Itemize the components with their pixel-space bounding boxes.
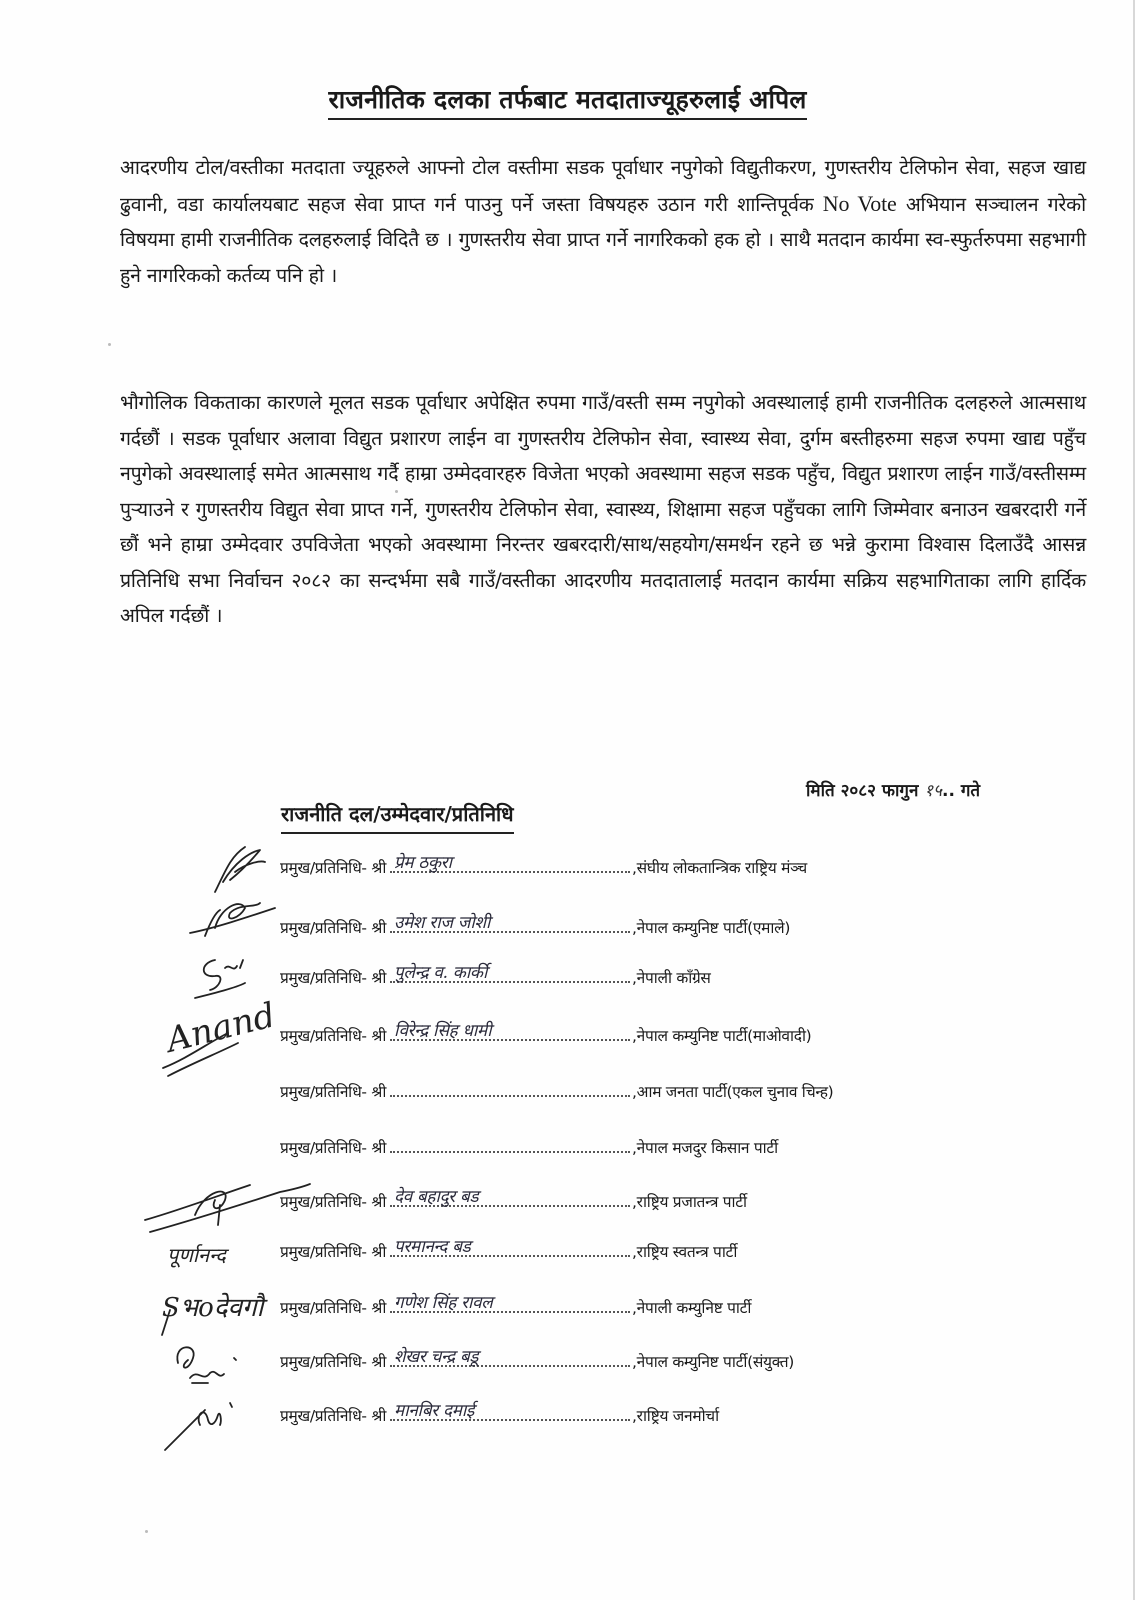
signatory-row [280,1293,752,1326]
signature-10 [168,1338,268,1388]
signature-11 [160,1395,260,1455]
signatory-party: ,राष्ट्रिय प्रजातन्त्र पार्टी [632,1193,747,1211]
signatory-prefix: प्रमुख/प्रतिनिधि- श्री [280,1243,387,1261]
signatory-row [280,1021,812,1054]
signatory-party: ,राष्ट्रिय जनमोर्चा [632,1407,719,1425]
no-vote-phrase: No Vote [822,190,897,216]
svg-text:Sभoदेवगौ: Sभoदेवगौ [162,1293,264,1323]
signatory-name-field [390,853,630,873]
signatory-row [280,1401,719,1434]
signatory-prefix: प्रमुख/प्रतिनिधि- श्री [280,1139,387,1157]
signatory-name-field [390,1237,630,1257]
scan-speck [145,1530,148,1533]
date-suffix: गते [960,781,981,801]
signatory-row [280,1347,795,1380]
signatory-prefix: प्रमुख/प्रतिनिधि- श्री [280,919,387,937]
scan-speck [395,490,398,493]
signatory-name-field [390,1293,630,1313]
signatory-prefix: प्रमुख/प्रतिनिधि- श्री [280,859,387,877]
signatory-party: ,नेपाली कम्युनिष्ट पार्टी [632,1299,752,1317]
signatory-party: ,संघीय लोकतान्त्रिक राष्ट्रिय मंञ्च [632,859,807,877]
signatory-party: ,नेपाल कम्युनिष्ट पार्टी(संयुक्त) [632,1353,795,1371]
signatory-prefix: प्रमुख/प्रतिनिधि- श्री [280,1083,387,1101]
signatory-name-handwritten: परमानन्द बड [394,1237,471,1257]
signatories-heading-text: राजनीति दल/उम्मेदवार/प्रतिनिधि [281,802,514,834]
paragraph-2: भौगोलिक विकताका कारणले मूलत सडक पूर्वाधार अपेक्षित रुपमा गाउँ/वस्ती सम्म नपुगेको अवस्थालाई हामी राजनीतिक दलहरुले आत्मसाथ गर्दछौं । सडक पूर्वाधार अलावा विद्युत प्रशारण लाईन वा गुणस्तरीय टेलिफोन सेवा, स्वास्थ्य सेवा, दुर्गम बस्तीहरुमा सहज रुपमा खाद्य पहुँच नपुगेको अवस्थालाई समेत आत्मसाथ गर्दै हाम्रा उम्मेदवारहरु विजेता भएको अवस्थामा सहज सडक पहुँच, विद्युत प्रशारण लाईन गाउँ/वस्तीसम्म पुऱ्याउने र गुणस्तरीय विद्युत सेवा प्राप्त गर्ने, गुणस्तरीय टेलिफोन सेवा, स्वास्थ्य, शिक्षामा सहज पहुँचका लागि जिम्मेवार बनाउन खबरदारी गर्ने छौं भने हाम्रा उम्मेदवार उपविजेता भएको अवस्थामा निरन्तर खबरदारी/साथ/सहयोग/समर्थन रहने छ भन्ने कुरामा विश्वास दिलाउँदै आसन्न प्रतिनिधि सभा निर्वाचन २०८२ का सन्दर्भमा सबै गाउँ/वस्तीका आदरणीय मतदातालाई मतदान कार्यमा सक्रिय सहभागिताका लागि हार्दिक अपिल गर्दछौं । [120,391,1086,627]
signatory-party: ,नेपाल कम्युनिष्ट पार्टी(माओवादी) [632,1027,812,1045]
signatory-row [280,1080,833,1110]
signatory-prefix: प्रमुख/प्रतिनिधि- श्री [280,1407,387,1425]
date-day-handwritten: १५ [924,781,942,801]
signatory-name-handwritten: पुलेन्द्र व. कार्की [394,963,488,983]
signatory-party: ,नेपाली काँग्रेस [632,969,711,987]
signatory-name-handwritten: उमेश राज जोशी [394,913,491,933]
signatory-name-field [390,1347,630,1367]
signatory-row [280,1237,738,1270]
signatory-prefix: प्रमुख/प्रतिनिधि- श्री [280,1353,387,1371]
date-dots: .. [941,781,955,801]
signatory-party: ,आम जनता पार्टी(एकल चुनाव चिन्ह) [632,1083,834,1101]
signatory-name-field [390,1187,630,1207]
paragraph-1-part-b: अभियान सञ्चालन गरेको विषयमा हामी राजनीतिक दलहरुलाई विदितै छ । गुणस्तरीय सेवा प्राप्त गर्ने नागरिकको हक हो । साथै मतदान कार्यमा स्व-स्फुर्तरुपमा सहभागी हुने नागरिकको कर्तव्य पनि हो । [120,192,1086,287]
svg-text:Anand: Anand [162,995,280,1061]
signature-3 [185,948,275,1003]
signatory-name-handwritten: मानबिर दमाई [394,1401,475,1421]
scan-speck [108,343,111,346]
signatory-party: ,राष्ट्रिय स्वतन्त्र पार्टी [632,1243,738,1261]
signatory-party: ,नेपाल मजदुर किसान पार्टी [632,1139,778,1157]
signatory-name-handwritten: देव बहादुर बड [394,1187,479,1207]
signature-9 [160,1280,280,1340]
signatory-name-field [390,1021,630,1041]
signatory-prefix: प्रमुख/प्रतिनिधि- श्री [280,969,387,987]
signatory-name-handwritten: प्रेम ठकुरा [394,853,452,873]
signatory-name-handwritten: विरेन्द्र सिंह धामी [394,1021,492,1041]
signatory-name-handwritten: शेखर चन्द्र बडू [394,1347,479,1367]
signatory-prefix: प्रमुख/प्रतिनिधि- श्री [280,1193,387,1211]
signatory-row [280,963,711,996]
signatory-name-field [390,1081,630,1097]
document-title-text: राजनीतिक दलका तर्फबाट मतदाताज्यूहरुलाई अपिल [328,85,806,120]
signatory-name-handwritten: गणेश सिंह रावल [394,1293,493,1313]
signatory-row [280,1136,778,1166]
signatory-name-field [390,913,630,933]
signature-4 [158,995,288,1078]
signatory-prefix: प्रमुख/प्रतिनिधि- श्री [280,1027,387,1045]
signatory-party: ,नेपाल कम्युनिष्ट पार्टी(एमाले) [632,919,791,937]
signatory-name-field [390,1137,630,1153]
signatory-row [280,1187,747,1220]
signature-8 [165,1230,265,1275]
signatory-name-field [390,1401,630,1421]
signatory-row [280,853,807,886]
signatory-row [280,913,791,946]
signatory-name-field [390,963,630,983]
signatory-prefix: प्रमुख/प्रतिनिधि- श्री [280,1299,387,1317]
paragraph-1-part-a: आदरणीय टोल/वस्तीका मतदाता ज्यूहरुले आफ्नो टोल वस्तीमा सडक पूर्वाधार नपुगेको विद्युतीकरण, गुणस्तरीय टेलिफोन सेवा, सहज खाद्य ढुवानी, वडा कार्यालयबाट सहज सेवा प्राप्त गर्न पाउनु पर्ने जस्ता विषयहरु उठान गरी शान्तिपूर्वक [120,156,1086,216]
signature-2 [185,888,285,943]
svg-text:पूर्णानन्द: पूर्णानन्द [167,1243,226,1267]
date-prefix: मिति २०८२ फागुन [806,781,919,801]
